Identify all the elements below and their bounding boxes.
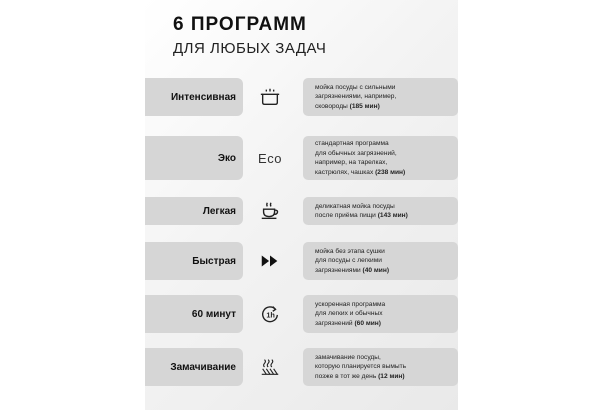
program-row-eco [145,136,458,180]
program-row-soak [145,348,458,386]
program-name-eco: Эко [145,136,243,180]
program-description: замачивание посуды, которую планируется вымыть позже в тот же день (12 мин) [303,348,458,386]
program-name-soak: Замачивание [145,348,243,386]
eco-icon: Eco [258,150,282,166]
program-row-light [145,197,458,225]
program-description: деликатная мойка посуды после приёма пищи (143 мин) [303,197,458,225]
svg-text:1h: 1h [266,310,275,320]
program-description: стандартная программа для обычных загрязнений, например, на тарелках, кастрюлях, чашках (238 мин) [303,136,458,180]
program-row-fast [145,242,458,280]
cup-icon [252,194,288,228]
program-name-intensive: Интенсивная [145,78,243,116]
pot-icon [252,80,288,114]
program-description: мойка без этапа сушки для посуды с легкими загрязнениями (40 мин) [303,242,458,280]
page-title: 6 ПРОГРАММ [173,14,307,35]
program-description: ускоренная программа для легких и обычных загрязнений (60 мин) [303,295,458,333]
program-name-60min: 60 минут [145,295,243,333]
program-row-60min [145,295,458,333]
program-row-intensive [145,78,458,116]
program-description: мойка посуды с сильными загрязнениями, например, сковороды (185 мин) [303,78,458,116]
soak-icon [252,350,288,384]
program-name-light: Легкая [145,197,243,225]
page-subtitle: ДЛЯ ЛЮБЫХ ЗАДАЧ [173,40,327,57]
one-hour-icon [252,297,288,331]
fast-forward-icon [252,244,288,278]
program-name-fast: Быстрая [145,242,243,280]
